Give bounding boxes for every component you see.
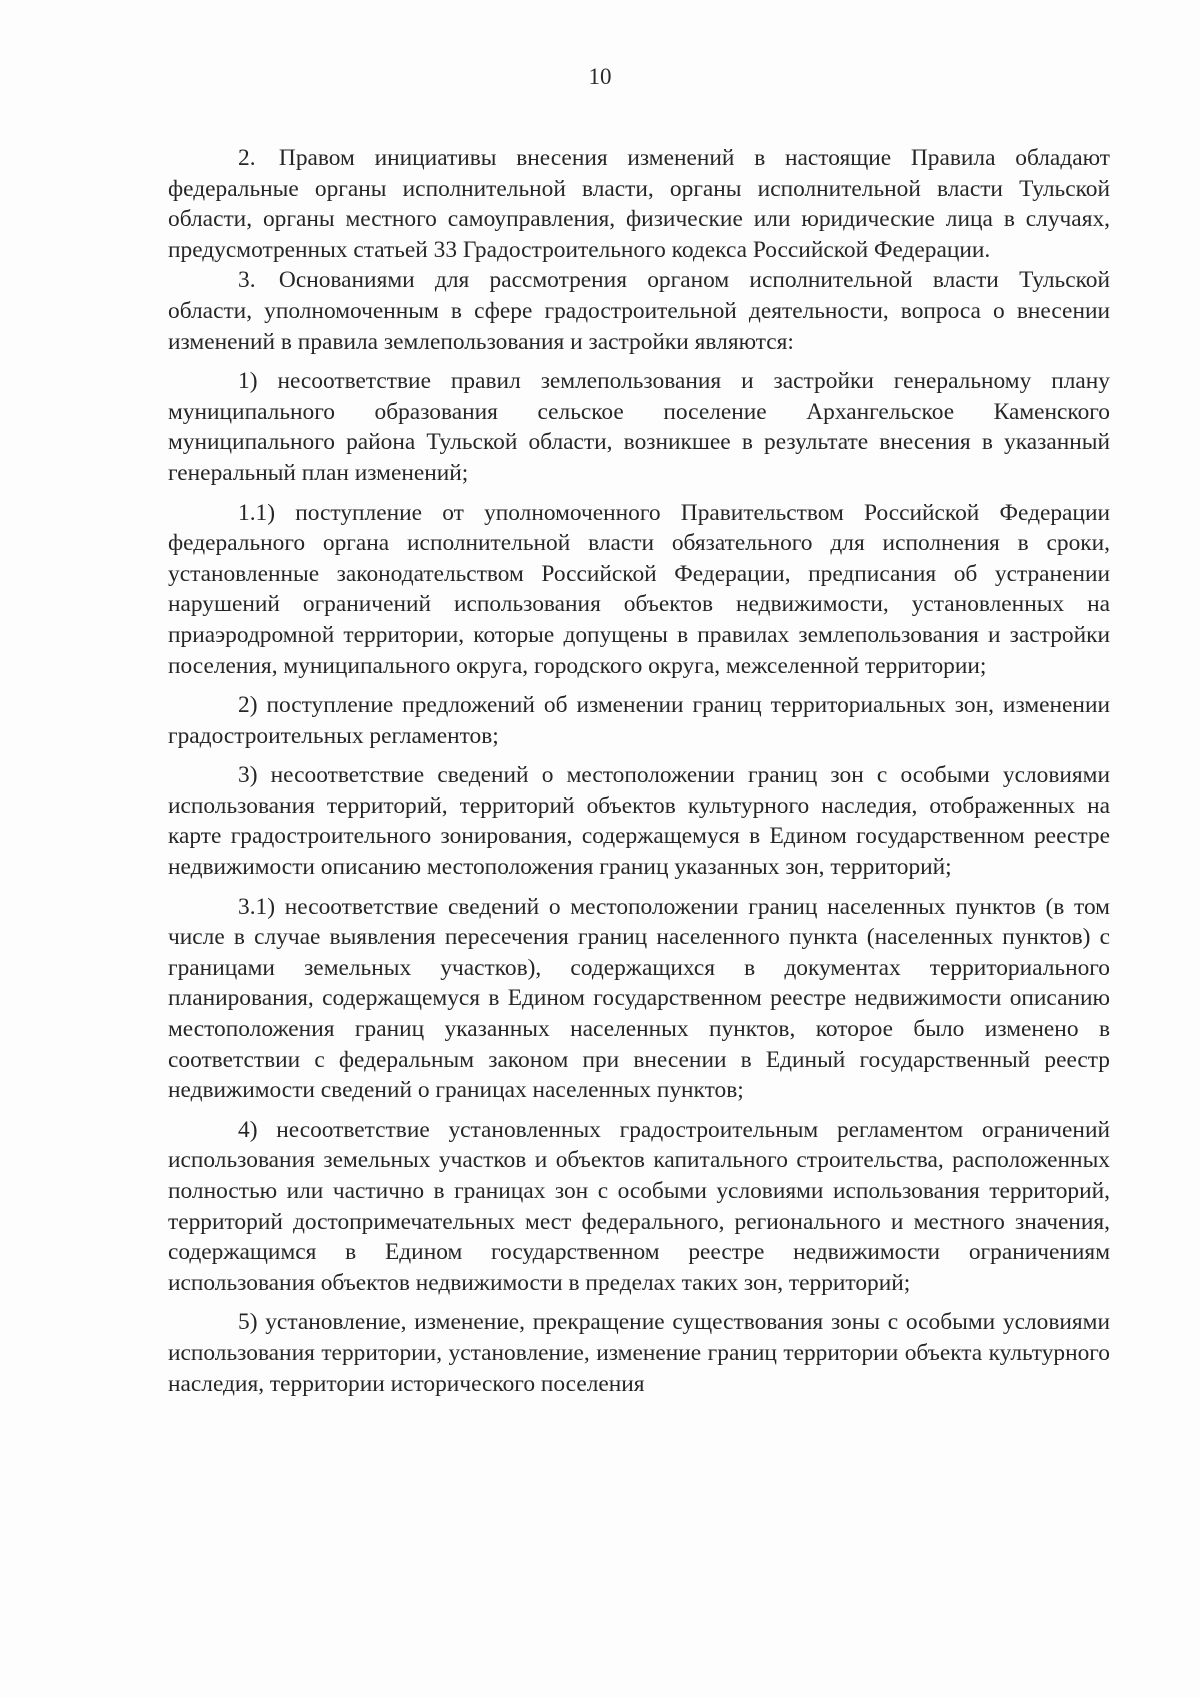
list-item-4: 4) несоответствие установленных градостроительным регламентом ограничений использования земельных участков и объектов капитального строительства, расположенных полностью или частично в границах зон с особыми условиями использования территорий, территорий достопримечательных мест федерального, регионального и местного значения, содержащимся в Едином государственном реестре недвижимости ограничениям использования объектов недвижимости в пределах таких зон, территорий; xyxy=(168,1116,1110,1296)
list-item-1-1: 1.1) поступление от уполномоченного Правительством Российской Федерации федерального органа исполнительной власти обязательного для исполнения в сроки, установленные законодательством Российской Федерации, предписания об устранении нарушений ограничений использования объектов недвижимости, установленных на приаэродромной территории, которые допущены в правилах землепользования и застройки поселения, муниципального округа, городского округа, межселенной территории; xyxy=(168,499,1110,679)
list-item-5: 5) установление, изменение, прекращение существования зоны с особыми условиями использования территории, установление, изменение границ территории объекта культурного наследия, территории исторического поселения xyxy=(168,1309,1110,1397)
list-item-3: 3) несоответствие сведений о местоположении границ зон с особыми условиями использования территорий, территорий объектов культурного наследия, отображенных на карте градостроительного зонирования, содержащемуся в Едином государственном реестре недвижимости описанию местоположения границ указанных зон, территорий; xyxy=(168,762,1110,881)
list-item-3-1: 3.1) несоответствие сведений о местоположении границ населенных пунктов (в том числе в случае выявления пересечения границ населенного пункта (населенных пунктов) с границами земельных участков), содержащихся в документах территориального планирования, содержащемуся в Едином государственном реестре недвижимости описанию местоположения границ указанных населенных пунктов, которое было изменено в соответствии с федеральным законом при внесении в Единый государственный реестр недвижимости сведений о границах населенных пунктов; xyxy=(168,893,1110,1104)
list-item-2: 2) поступление предложений об изменении границ территориальных зон, изменении градостроительных регламентов; xyxy=(168,692,1110,749)
paragraph-2-initiative-right: 2. Правом инициативы внесения изменений в настоящие Правила обладают федеральные органы исполнительной власти, органы исполнительной власти Тульской области, органы местного самоуправления, физические или юридические лица в случаях, предусмотренных статьей 33 Градостроительного кодекса Российской Федерации. xyxy=(168,145,1110,263)
document-body xyxy=(168,143,1110,1399)
list-item-1: 1) несоответствие правил землепользования и застройки генеральному плану муниципального образования сельское поселение Архангельское Каменского муниципального района Тульской области, возникшее в результате внесения в указанный генеральный план изменений; xyxy=(168,368,1110,486)
paragraph-3-grounds: 3. Основаниями для рассмотрения органом исполнительной власти Тульской области, уполномоченным в сфере градостроительной деятельности, вопроса о внесении изменений в правила землепользования и застройки являются: xyxy=(168,267,1110,355)
page-number: 10 xyxy=(588,64,612,89)
